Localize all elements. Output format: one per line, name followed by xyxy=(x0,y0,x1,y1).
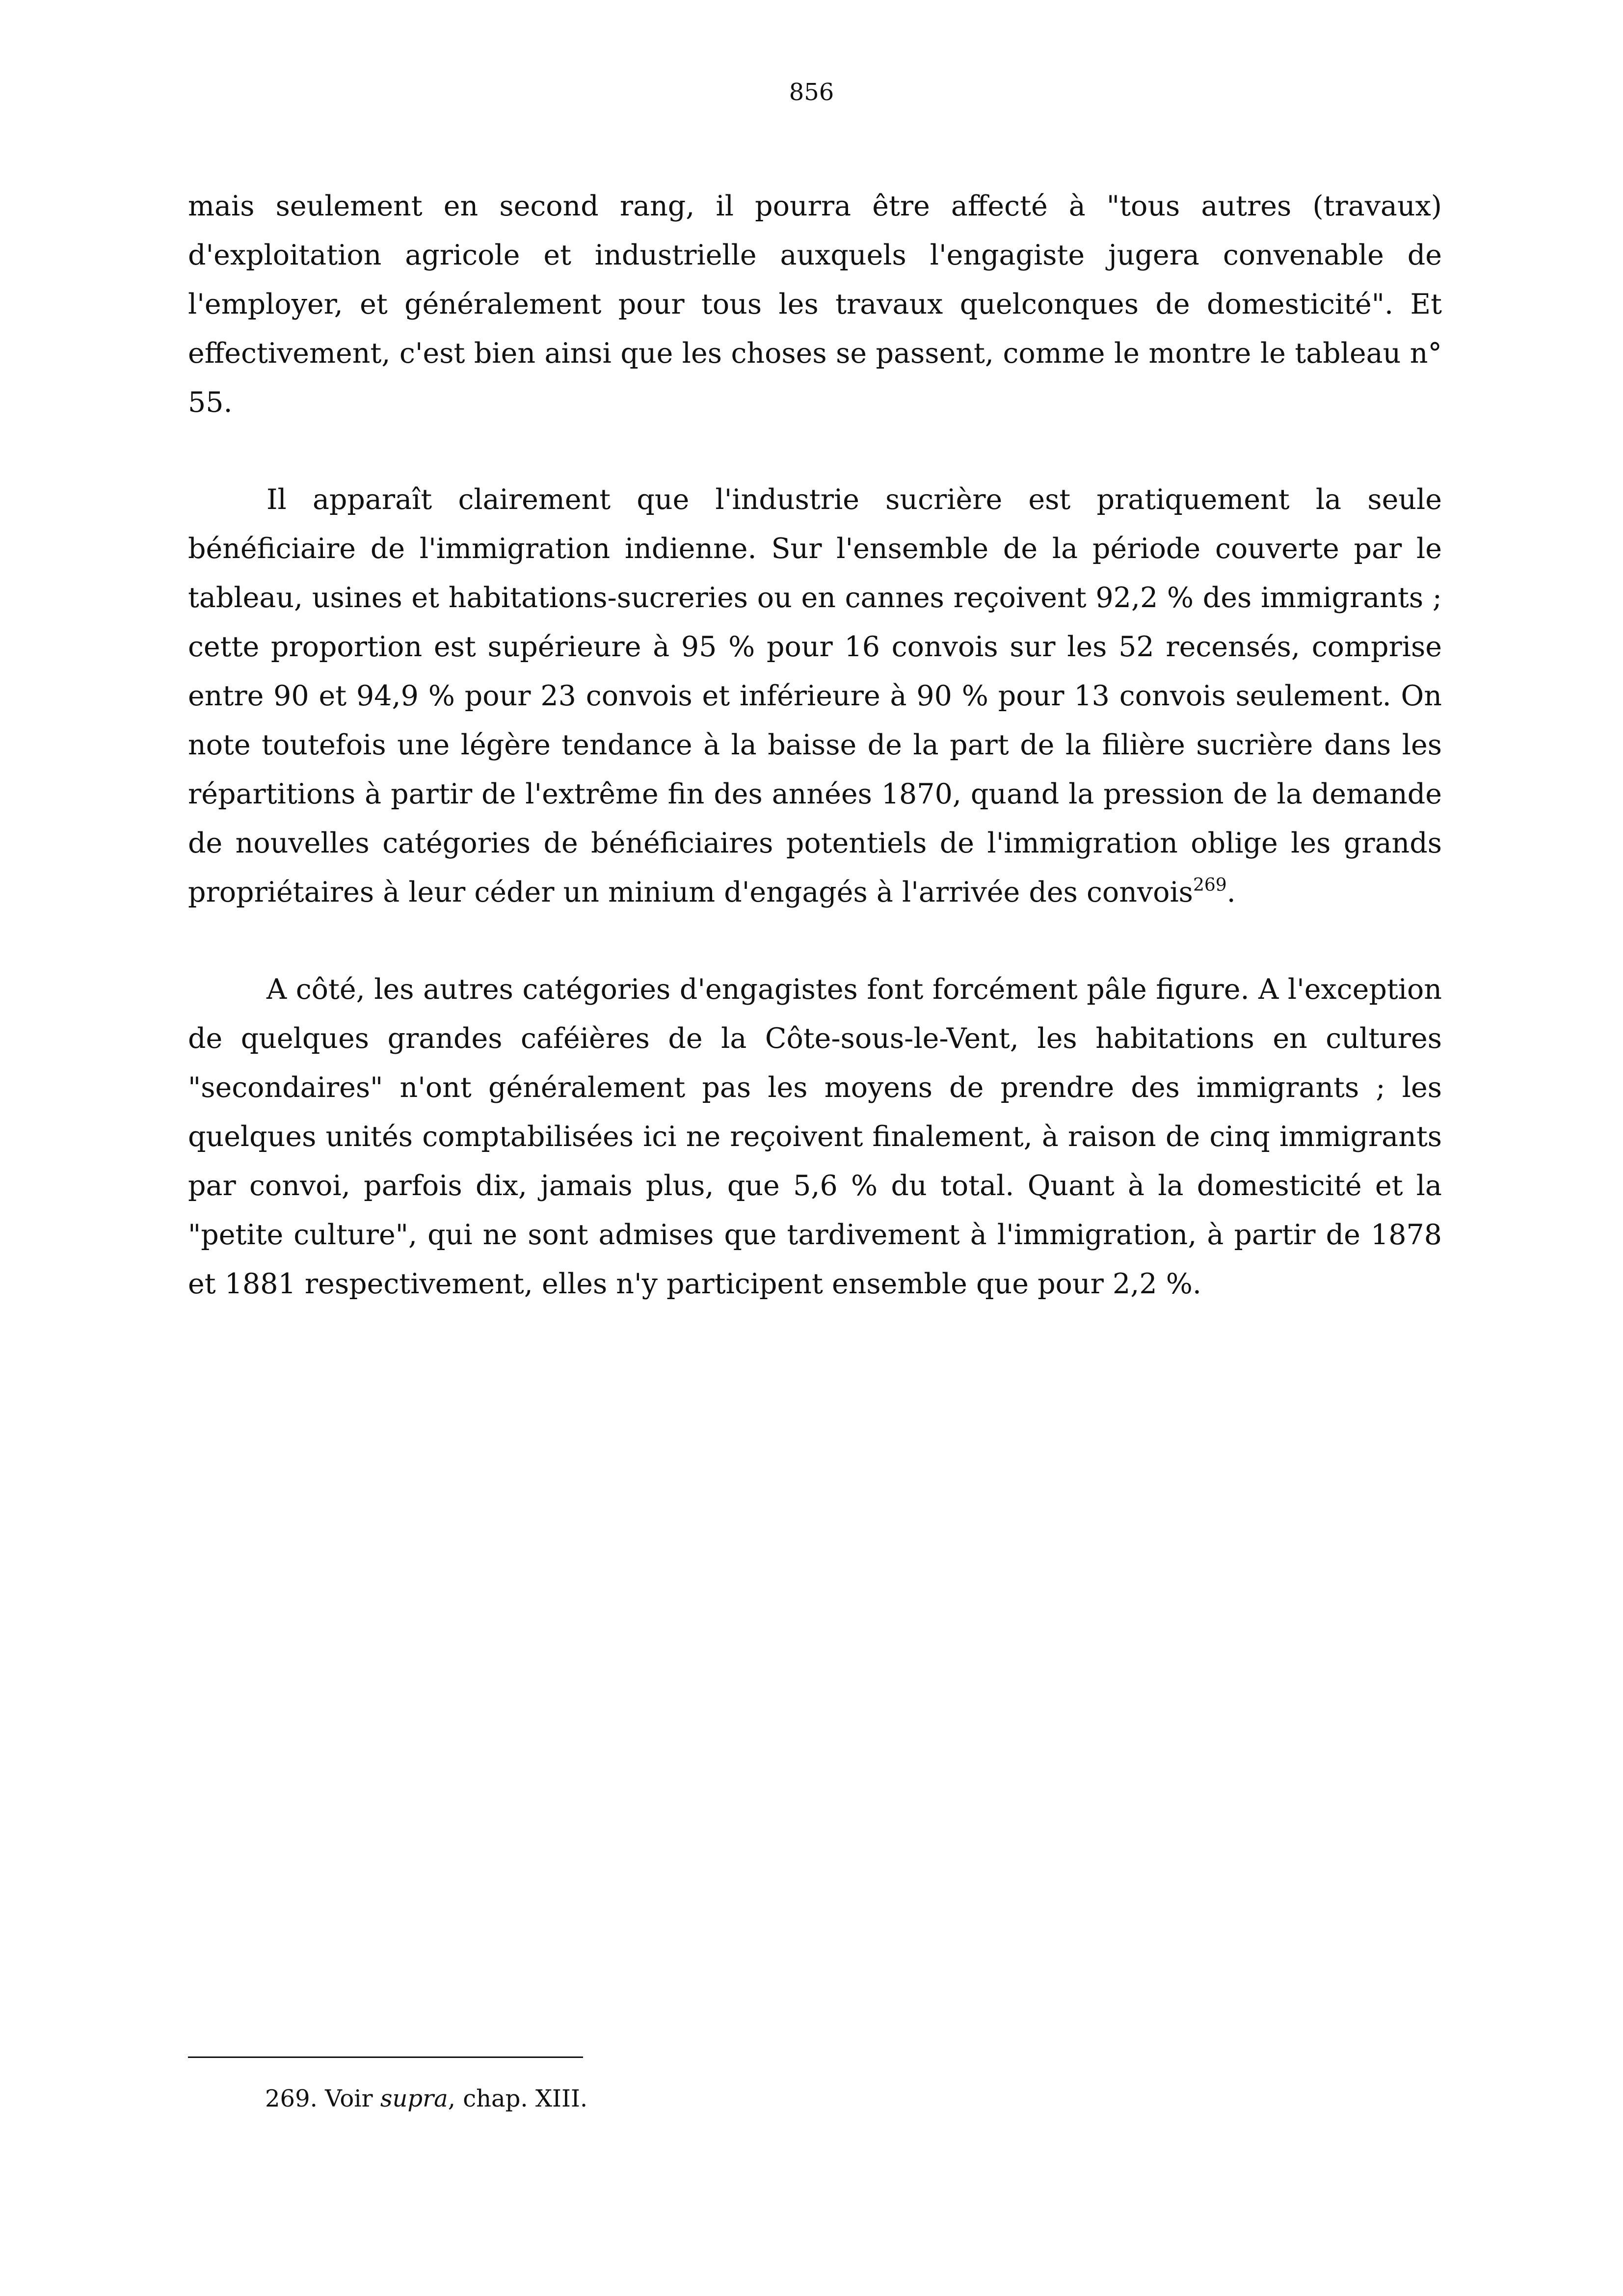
paragraph-2 xyxy=(188,475,1442,917)
paragraph-3: A côté, les autres catégories d'engagistes font forcément pâle figure. A l'exception de quelques grandes caféières de la Côte-sous-le-Vent, les habitations en cultures "secondaires" n'ont généralement pas les moyens de prendre des immigrants ; les quelques unités comptabilisées ici ne reçoivent finalement, à raison de cinq immigrants par convoi, parfois dix, jamais plus, que 5,6 % du total. Quant à la domesticité et la "petite culture", qui ne sont admises que tardivement à l'immigration, à partir de 1878 et 1881 respectivement, elles n'y participent ensemble que pour 2,2 %. xyxy=(188,973,1442,1300)
paragraph-1: mais seulement en second rang, il pourra être affecté à "tous autres (travaux) d'exploitation agricole et industrielle auxquels l'engagiste jugera convenable de l'employer, et généralement pour tous les travaux quelconques de domesticité". Et effectivement, c'est bien ainsi que les choses se passent, comme le montre le tableau n° 55. xyxy=(188,190,1442,419)
paragraph-2-text: Il apparaît clairement que l'industrie sucrière est pratiquement la seule bénéficiaire de l'immigration indienne. Sur l'ensemble de la période couverte par le tableau, usines et habitations-sucreries ou en cannes reçoivent 92,2 % des immigrants ; cette proportion est supérieure à 95 % pour 16 convois sur les 52 recensés, comprise entre 90 et 94,9 % pour 23 convois et inférieure à 90 % pour 13 convois seulement. On note toutefois une légère tendance à la baisse de la part de la filière sucrière dans les répartitions à partir de l'extrême fin des années 1870, quand la pression de la demande de nouvelles catégories de bénéficiaires potentiels de l'immigration oblige les grands propriétaires à leur céder un minium d'engagés à l'arrivée des convois xyxy=(188,483,1442,908)
footnote-separator xyxy=(188,2056,583,2058)
page-number: 856 xyxy=(789,79,834,106)
paragraph-2-end: . xyxy=(1226,876,1236,908)
body-text xyxy=(188,182,1442,1357)
footnote xyxy=(265,2081,587,2116)
footnote-italic: supra xyxy=(380,2085,448,2112)
footnote-text-before: Voir xyxy=(317,2085,380,2112)
footnote-text-after: , chap. XIII. xyxy=(448,2085,588,2112)
footnote-reference[interactable]: 269 xyxy=(1193,875,1227,895)
footnote-number: 269. xyxy=(265,2085,318,2112)
